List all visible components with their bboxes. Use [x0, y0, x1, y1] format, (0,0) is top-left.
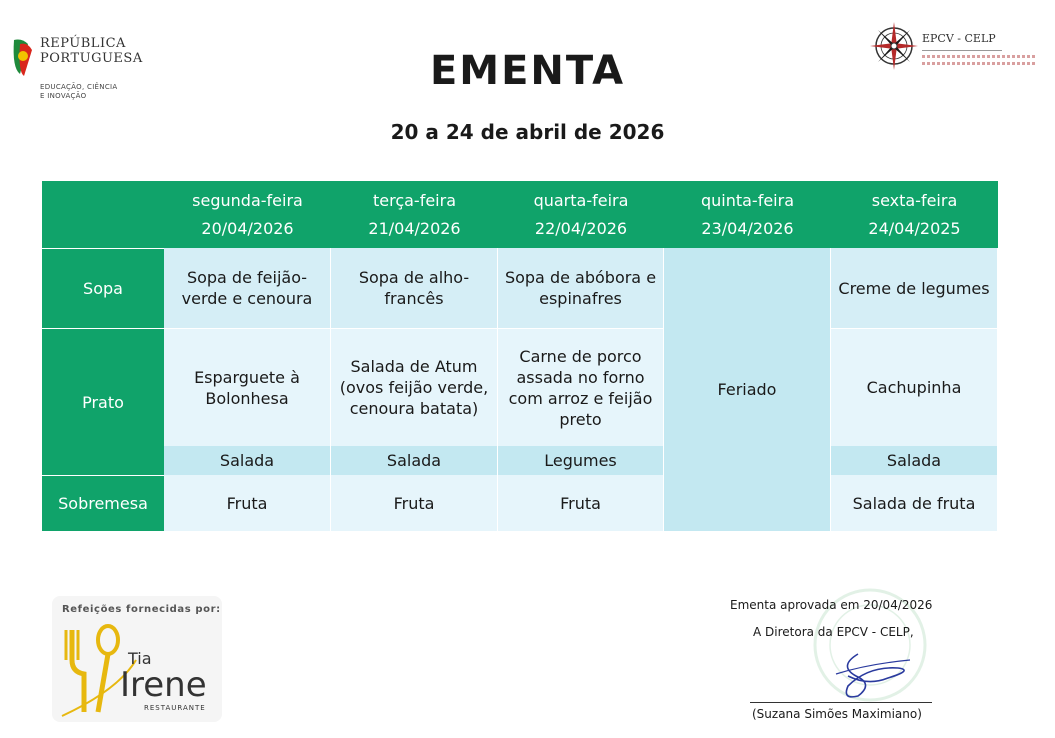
- sopa-tuesday: Sopa de alho-francês: [331, 248, 498, 328]
- tia-irene-logo: [58, 620, 218, 718]
- sobremesa-wednesday: Fruta: [498, 475, 664, 531]
- day-name: segunda-feira: [192, 190, 303, 210]
- director-signature: [828, 646, 918, 701]
- logo-text-tia: Tia: [128, 649, 152, 668]
- day-date: 24/04/2025: [868, 218, 961, 238]
- corner-cell: [42, 181, 164, 248]
- day-header-wednesday: [498, 181, 664, 248]
- day-header-monday: [164, 181, 331, 248]
- date-range-subtitle: 20 a 24 de abril de 2026: [390, 120, 665, 144]
- ministry-line-2: E INOVAÇÃO: [40, 92, 87, 100]
- day-date: 22/04/2026: [534, 218, 628, 238]
- page-title: EMENTA: [429, 48, 626, 94]
- row-label-sobremesa: Sobremesa: [42, 475, 164, 531]
- prato-friday: Cachupinha: [831, 328, 998, 446]
- sopa-wednesday: Sopa de abóbora e espinafres: [498, 248, 664, 328]
- approval-date-text: Ementa aprovada em 20/04/2026: [730, 598, 933, 612]
- day-name: quarta-feira: [533, 190, 629, 210]
- day-header-friday: [831, 181, 998, 248]
- provider-caption: Refeições fornecidas por:: [62, 604, 221, 615]
- sobremesa-monday: Fruta: [164, 475, 331, 531]
- day-name: terça-feira: [372, 190, 457, 210]
- day-date: 20/04/2026: [201, 218, 294, 238]
- day-name: quinta-feira: [700, 190, 795, 210]
- day-header-tuesday: [331, 181, 498, 248]
- logo-text-irene: Irene: [120, 665, 207, 705]
- sopa-monday: Sopa de feijão-verde e cenoura: [164, 248, 331, 328]
- provider-box: [52, 596, 222, 722]
- director-title-text: A Diretora da EPCV - CELP,: [753, 625, 914, 639]
- sopa-friday: Creme de legumes: [831, 248, 998, 328]
- row-label-sopa: Sopa: [42, 248, 164, 328]
- republic-line-1: REPÚBLICA: [40, 36, 126, 51]
- side-wednesday: Legumes: [498, 446, 664, 475]
- side-monday: Salada: [164, 446, 331, 475]
- day-date: 21/04/2026: [368, 218, 461, 238]
- day-header-thursday: [664, 181, 831, 248]
- republic-line-2: PORTUGUESA: [40, 51, 143, 66]
- side-friday: Salada: [831, 446, 998, 475]
- row-label-prato: Prato: [42, 328, 164, 475]
- signature-line: [750, 702, 932, 703]
- prato-wednesday: Carne de porco assada no forno com arroz e feijão preto: [498, 328, 664, 446]
- sobremesa-friday: Salada de fruta: [831, 475, 998, 531]
- ministry-line-1: EDUCAÇÃO, CIÊNCIA: [40, 83, 118, 91]
- menu-table: [42, 181, 998, 531]
- day-name: sexta-feira: [871, 190, 958, 210]
- side-tuesday: Salada: [331, 446, 498, 475]
- prato-monday: Esparguete à Bolonhesa: [164, 328, 331, 446]
- school-logo-name: EPCV - CELP: [922, 32, 996, 45]
- sobremesa-tuesday: Fruta: [331, 475, 498, 531]
- day-date: 23/04/2026: [701, 218, 794, 238]
- logo-text-restaurante: RESTAURANTE: [144, 704, 206, 712]
- holiday-cell: Feriado: [664, 248, 831, 531]
- prato-tuesday: Salada de Atum (ovos feijão verde, cenoura batata): [331, 328, 498, 446]
- signer-name: (Suzana Simões Maximiano): [752, 707, 922, 721]
